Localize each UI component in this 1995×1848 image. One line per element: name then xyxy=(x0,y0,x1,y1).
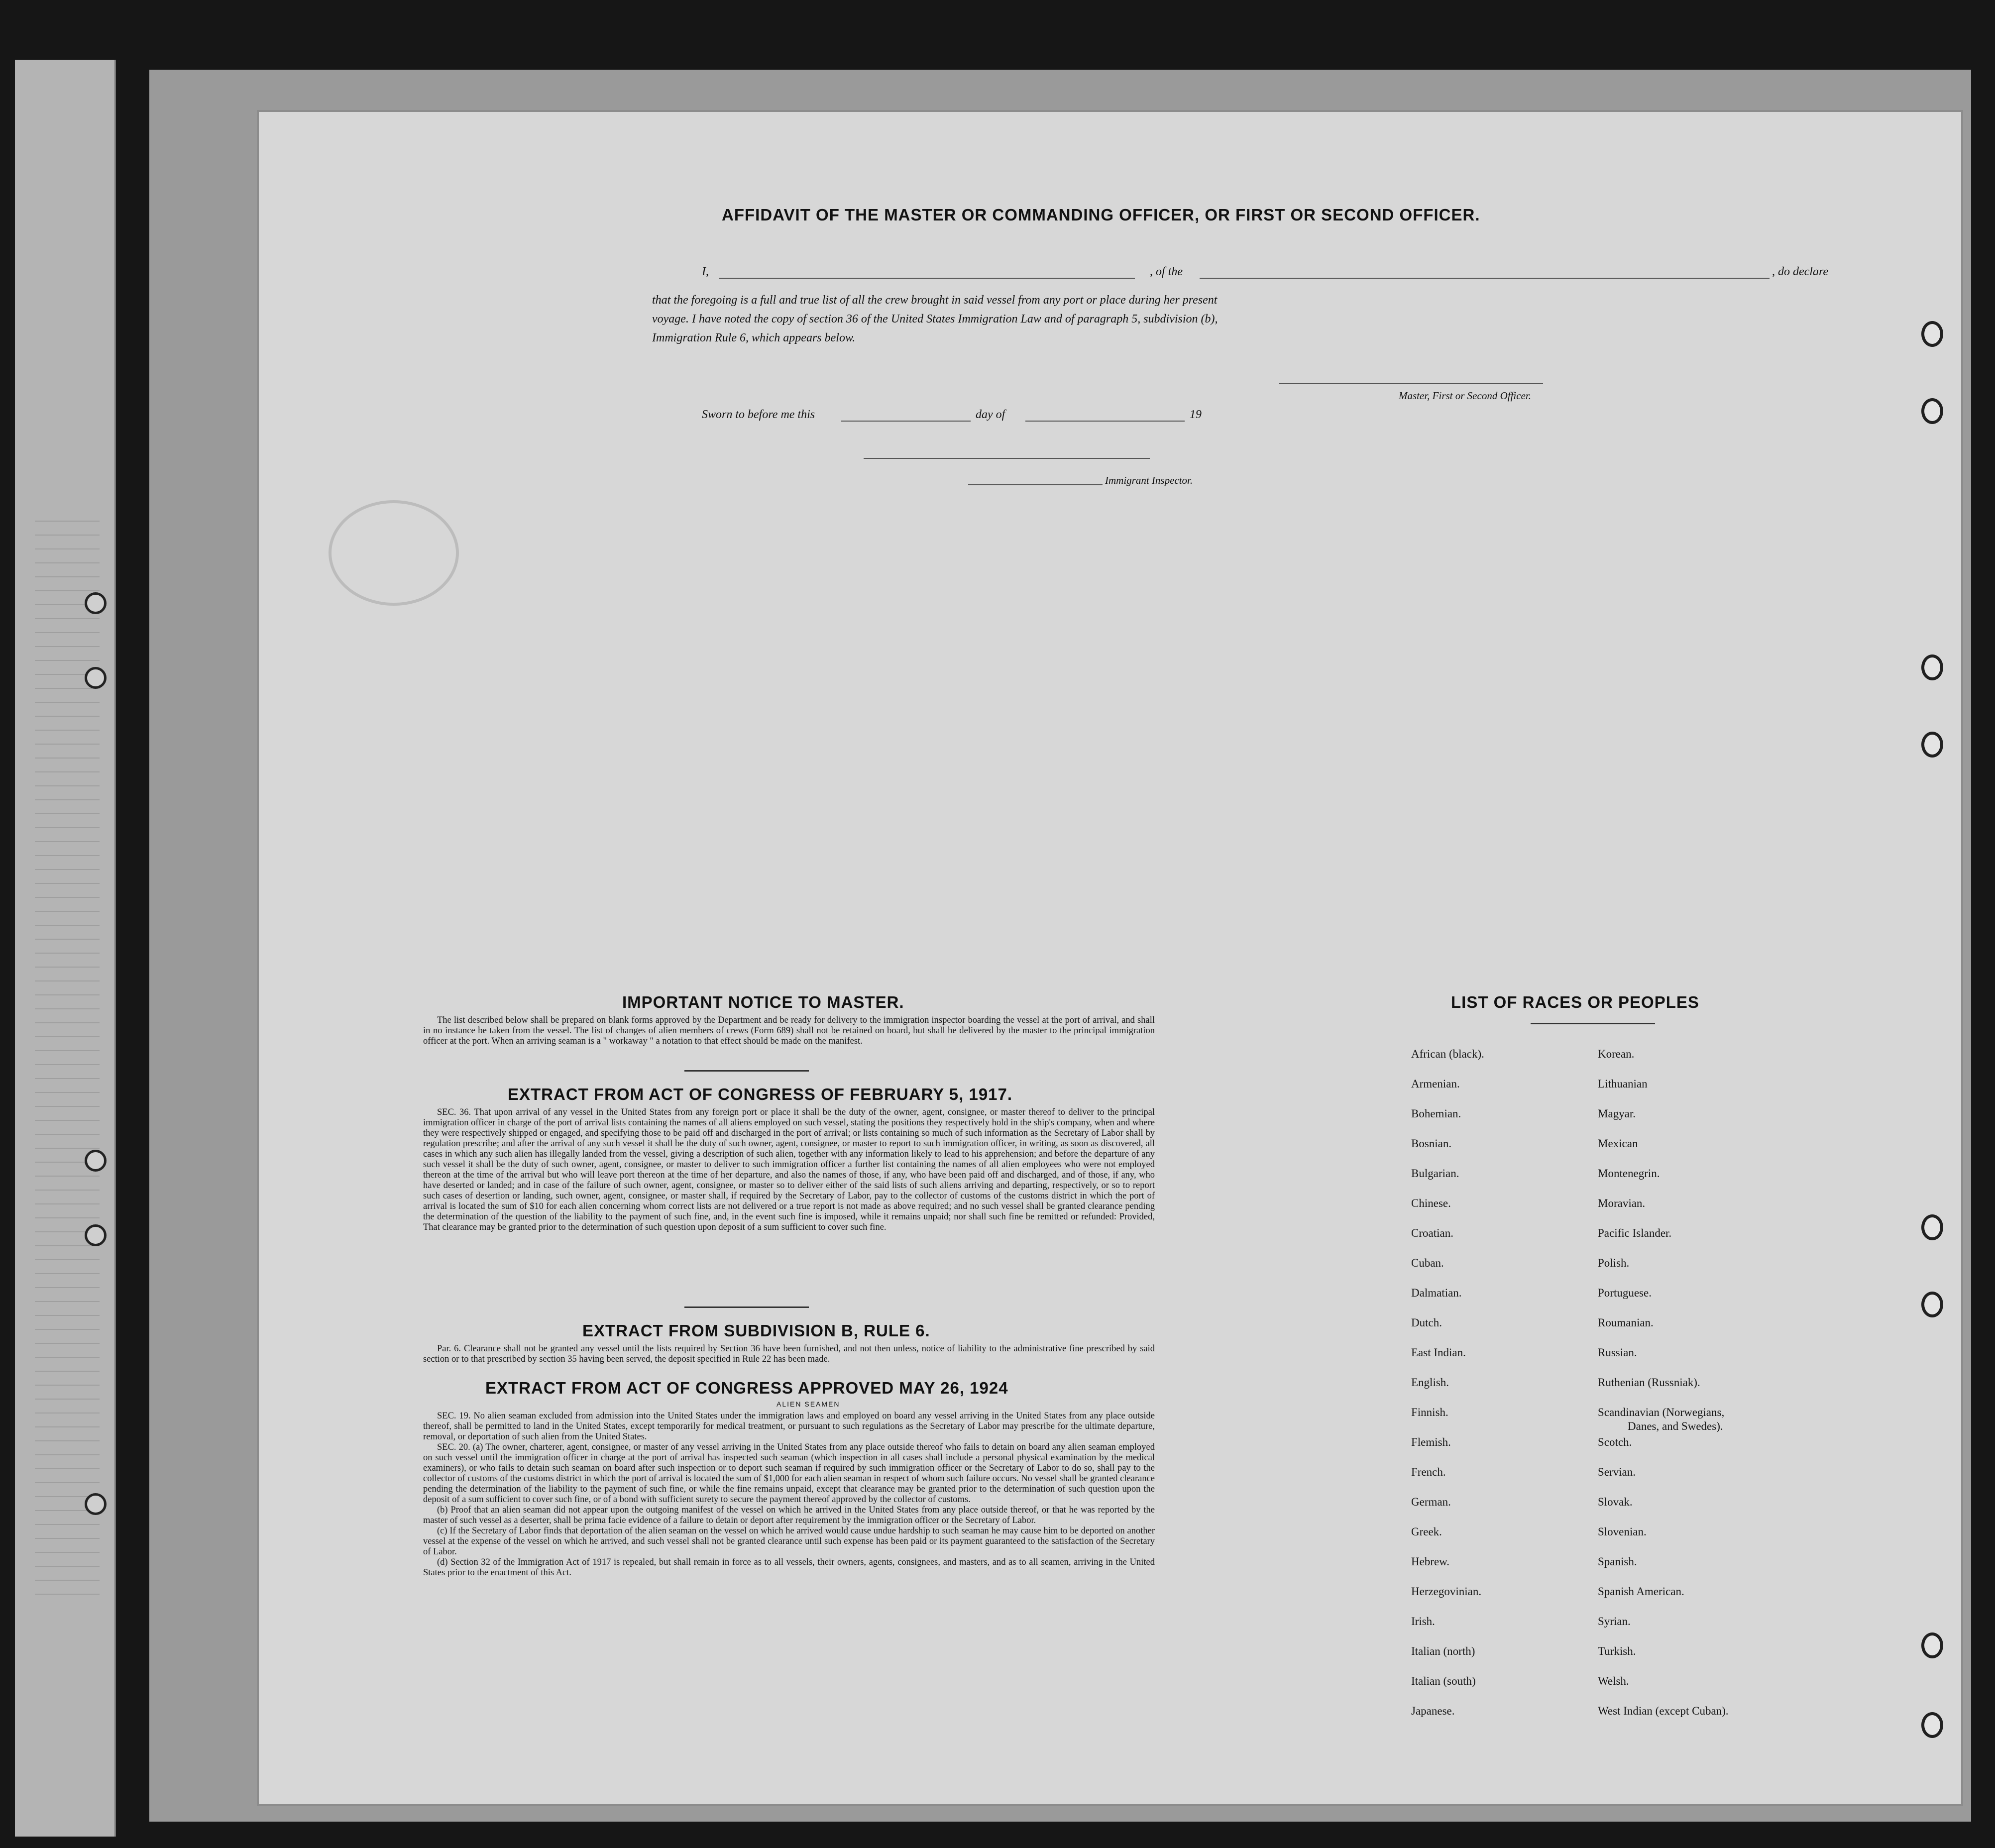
binding-strip xyxy=(15,60,116,1837)
race-item: French. xyxy=(1411,1466,1446,1478)
race-item: English. xyxy=(1411,1376,1449,1389)
extract-1924-text xyxy=(423,1411,1155,1578)
race-item: Mexican xyxy=(1598,1137,1638,1150)
race-item: Japanese. xyxy=(1411,1705,1455,1717)
affidavit-line-3: voyage. I have noted the copy of section 36 of the United States Immigration Law and of paragraph 5, subdivision (b), xyxy=(652,313,1218,326)
race-item: Danes, and Swedes). xyxy=(1628,1420,1723,1432)
punch-hole xyxy=(1921,1712,1943,1738)
day-of-label: day of xyxy=(976,408,1005,421)
affidavit-of-the-label: , of the xyxy=(1150,265,1183,278)
race-item: Dutch. xyxy=(1411,1316,1442,1329)
inspector-signature-line xyxy=(864,458,1150,459)
punch-hole xyxy=(1921,654,1943,680)
section-divider xyxy=(684,1070,809,1072)
race-item: Bosnian. xyxy=(1411,1137,1452,1150)
binding-hole xyxy=(85,1150,107,1172)
sworn-label: Sworn to before me this xyxy=(702,408,815,421)
race-item: Bohemian. xyxy=(1411,1107,1461,1120)
affidavit-title: AFFIDAVIT OF THE MASTER OR COMMANDING OFFICER, OR FIRST OR SECOND OFFICER. xyxy=(722,206,1480,224)
race-item: East Indian. xyxy=(1411,1346,1466,1359)
master-signature-label: Master, First or Second Officer. xyxy=(1399,390,1531,402)
race-item: Syrian. xyxy=(1598,1615,1631,1628)
race-item: Armenian. xyxy=(1411,1078,1460,1090)
vessel-blank xyxy=(1200,278,1770,279)
race-item: Slovenian. xyxy=(1598,1525,1647,1538)
race-item: Ruthenian (Russniak). xyxy=(1598,1376,1700,1389)
extract-1917-title: EXTRACT FROM ACT OF CONGRESS OF FEBRUARY 5, 1917. xyxy=(508,1085,1013,1103)
race-item: German. xyxy=(1411,1496,1451,1508)
notice-text xyxy=(423,1015,1155,1047)
master-signature-line xyxy=(1279,383,1543,384)
sec19-paragraph: SEC. 19. No alien seaman excluded from admission into the United States under the immigration laws and employed on board any vessel arriving in the United States from any place outside thereof, shall be permitted to land in the United States, except temporarily for medical treatment, or pursuant to such regulations as the Secretary of Labor may prescribe for the ultimate departure, removal, or deportation of such alien from the United States. xyxy=(423,1411,1155,1442)
race-item: Roumanian. xyxy=(1598,1316,1654,1329)
affidavit-do-declare-label: , do declare xyxy=(1772,265,1829,278)
faint-stamp xyxy=(329,500,459,606)
form-page xyxy=(259,112,1961,1804)
race-item: West Indian (except Cuban). xyxy=(1598,1705,1729,1717)
extract-rule6-title: EXTRACT FROM SUBDIVISION B, RULE 6. xyxy=(582,1321,930,1340)
binding-hole xyxy=(85,1224,107,1246)
affidavit-line-2: that the foregoing is a full and true list of all the crew brought in said vessel from any port or place during her present xyxy=(652,294,1218,307)
race-item: Greek. xyxy=(1411,1525,1442,1538)
notice-title: IMPORTANT NOTICE TO MASTER. xyxy=(622,993,904,1011)
race-item: Italian (north) xyxy=(1411,1645,1475,1657)
race-item: African (black). xyxy=(1411,1048,1484,1060)
race-item: Irish. xyxy=(1411,1615,1435,1628)
race-item: Spanish American. xyxy=(1598,1585,1684,1598)
race-item: Bulgarian. xyxy=(1411,1167,1459,1180)
race-item: Welsh. xyxy=(1598,1675,1629,1687)
race-item: Polish. xyxy=(1598,1257,1630,1269)
race-item: Scandinavian (Norwegians, xyxy=(1598,1406,1725,1418)
name-blank xyxy=(719,278,1135,279)
year-label: 19 xyxy=(1190,408,1202,421)
race-item: Magyar. xyxy=(1598,1107,1636,1120)
race-item: Montenegrin. xyxy=(1598,1167,1660,1180)
race-item: Russian. xyxy=(1598,1346,1637,1359)
race-item: Scotch. xyxy=(1598,1436,1632,1448)
race-item: Herzegovinian. xyxy=(1411,1585,1482,1598)
punch-hole xyxy=(1921,1292,1943,1317)
race-item: Lithuanian xyxy=(1598,1078,1648,1090)
binding-hole xyxy=(85,592,107,614)
punch-hole xyxy=(1921,732,1943,758)
sec20b-paragraph: (b) Proof that an alien seaman did not appear upon the outgoing manifest of the vessel on which he arrived in the United States from any place outside thereof, or that he was reported by the master of such vessel as a deserter, shall be prima facie evidence of a failure to detain or deport after requirement by the immigration officer or the Secretary of Labor. xyxy=(423,1505,1155,1525)
race-item: Dalmatian. xyxy=(1411,1287,1462,1299)
sec20a-paragraph: SEC. 20. (a) The owner, charterer, agent, consignee, or master of any vessel arriving in the United States from any place outside thereof who fails to detain on board any alien seaman employed on such vessel until the immigration officer in charge at the port of arrival has inspected such seaman (which inspection in all cases shall include a personal physical examination by the medical examiners), or who fails to detain such seaman on board after such inspection or to deport such seaman if required by such immigration officer or the Secretary of Labor to do so, shall pay to the collector of customs of the customs district in which the port of arrival is located the sum of $1,000 for each alien seaman in respect of whom such failure occurs. No vessel shall be granted clearance pending the determination of the liability to the payment of such fine, or while the fine remains unpaid, except that clearance may be granted prior to the determination of such question upon the deposit of a sum sufficient to cover such fine, or of a bond with sufficient surety to secure the payment thereof approved by the collector of customs. xyxy=(423,1442,1155,1505)
race-item: Finnish. xyxy=(1411,1406,1448,1418)
race-item: Hebrew. xyxy=(1411,1555,1450,1568)
race-item: Chinese. xyxy=(1411,1197,1451,1209)
sworn-day-blank xyxy=(841,421,971,422)
extract-rule6-text xyxy=(423,1344,1155,1365)
binding-hole xyxy=(85,667,107,689)
sec20c-paragraph: (c) If the Secretary of Labor finds that deportation of the alien seaman on the vessel on which he arrived would cause undue hardship to such seaman he may cause him to be deported on another vessel at the expense of the vessel on which he arrived, and such vessel shall not be granted clearance until such expense has been paid or its payment guaranteed to the satisfaction of the Secretary of Labor. xyxy=(423,1526,1155,1557)
extract-1917-text xyxy=(423,1107,1155,1233)
race-item: Slovak. xyxy=(1598,1496,1633,1508)
race-item: Croatian. xyxy=(1411,1227,1453,1239)
inspector-label: Immigrant Inspector. xyxy=(1105,474,1193,486)
sec20d-paragraph: (d) Section 32 of the Immigration Act of 1917 is repealed, but shall remain in force as to all vessels, their owners, agents, consignees, and masters, and as to all seamen, arriving in the United States prior to the enactment of this Act. xyxy=(423,1557,1155,1578)
race-item: Italian (south) xyxy=(1411,1675,1476,1687)
race-item: Moravian. xyxy=(1598,1197,1646,1209)
race-item: Korean. xyxy=(1598,1048,1635,1060)
extract-1924-title: EXTRACT FROM ACT OF CONGRESS APPROVED MAY 26, 1924 xyxy=(485,1379,1008,1397)
punch-hole xyxy=(1921,1214,1943,1240)
affidavit-line-4: Immigration Rule 6, which appears below. xyxy=(652,331,856,344)
alien-seamen-subtitle: ALIEN SEAMEN xyxy=(776,1400,840,1408)
punch-hole xyxy=(1921,398,1943,424)
race-item: Flemish. xyxy=(1411,1436,1451,1448)
notice-paragraph: The list described below shall be prepared on blank forms approved by the Department and be ready for delivery to the immigration inspector boarding the vessel at the port of arrival, and shall in no instance be taken from the vessel. The list of changes of alien members of crews (Form 689) shall not be retained on board, but shall be delivered by the master to the principal immigration officer at the port. When an arriving seaman is a " workaway " a notation to that effect should be made on the manifest. xyxy=(423,1015,1155,1046)
punch-hole xyxy=(1921,1632,1943,1658)
race-item: Spanish. xyxy=(1598,1555,1637,1568)
par6-paragraph: Par. 6. Clearance shall not be granted any vessel until the lists required by Section 36 have been furnished, and not then unless, notice of liability to the administrative fine prescribed by said section or to that prescribed by section 35 having been served, the deposit specified in Rule 22 has been made. xyxy=(423,1344,1155,1364)
binding-hole xyxy=(85,1493,107,1515)
race-item: Turkish. xyxy=(1598,1645,1636,1657)
race-item: Portuguese. xyxy=(1598,1287,1652,1299)
races-divider xyxy=(1531,1023,1655,1024)
punch-hole xyxy=(1921,321,1943,347)
sworn-month-blank xyxy=(1025,421,1185,422)
inspector-short-line xyxy=(968,484,1103,485)
race-item: Cuban. xyxy=(1411,1257,1444,1269)
races-title: LIST OF RACES OR PEOPLES xyxy=(1451,993,1699,1011)
race-item: Servian. xyxy=(1598,1466,1636,1478)
section-divider xyxy=(684,1306,809,1308)
race-item: Pacific Islander. xyxy=(1598,1227,1672,1239)
sec36-paragraph: SEC. 36. That upon arrival of any vessel in the United States from any foreign port or place it shall be the duty of the owner, agent, consignee, or master thereof to deliver to the principal immigration officer in charge of the port of arrival lists containing the names of all aliens employed on such vessel, stating the positions they respectively hold in the ship's company, when and where they were respectively shipped or engaged, and specifying those to be paid off and discharged in the port of arrival; or lists containing so much of such information as the Secretary of Labor shall by regulation prescribe; and after the arrival of any such vessel it shall be the duty of such owner, agent, consignee, or master to report to such immigration officer, in writing, as soon as discovered, all cases in which any such alien has illegally landed from the vessel, giving a description of such alien, together with any information likely to lead to his apprehension; and before the departure of any such vessel it shall be the duty of such owner, agent, consignee, or master to deliver to such immigration officer a further list containing the names of all alien employees who were not employed thereon at the time of the arrival but who will leave port thereon at the time of her departure, and also the names of those, if any, who have been paid off and discharged, and of those, if any, who have deserted or landed; and in case of the failure of such owner, agent, consignee, or master so to deliver either of the said lists of such aliens arriving and departing, respectively, or so to report such cases of desertion or landing, such owner, agent, consignee, or master shall, if required by the Secretary of Labor, pay to the collector of customs of the customs district in which the port of arrival is located the sum of $10 for each alien concerning whom correct lists are not delivered or a true report is not made as above required; and no such vessel shall be granted clearance pending the determination of the question of the liability to the payment of such fine, and, in the event such fine is imposed, while it remains unpaid; nor shall such fine be remitted or refunded: Provided, That clearance may be granted prior to the determination of such question upon deposit of a sum sufficient to cover such fine. xyxy=(423,1107,1155,1232)
affidavit-i-label: I, xyxy=(702,265,709,278)
